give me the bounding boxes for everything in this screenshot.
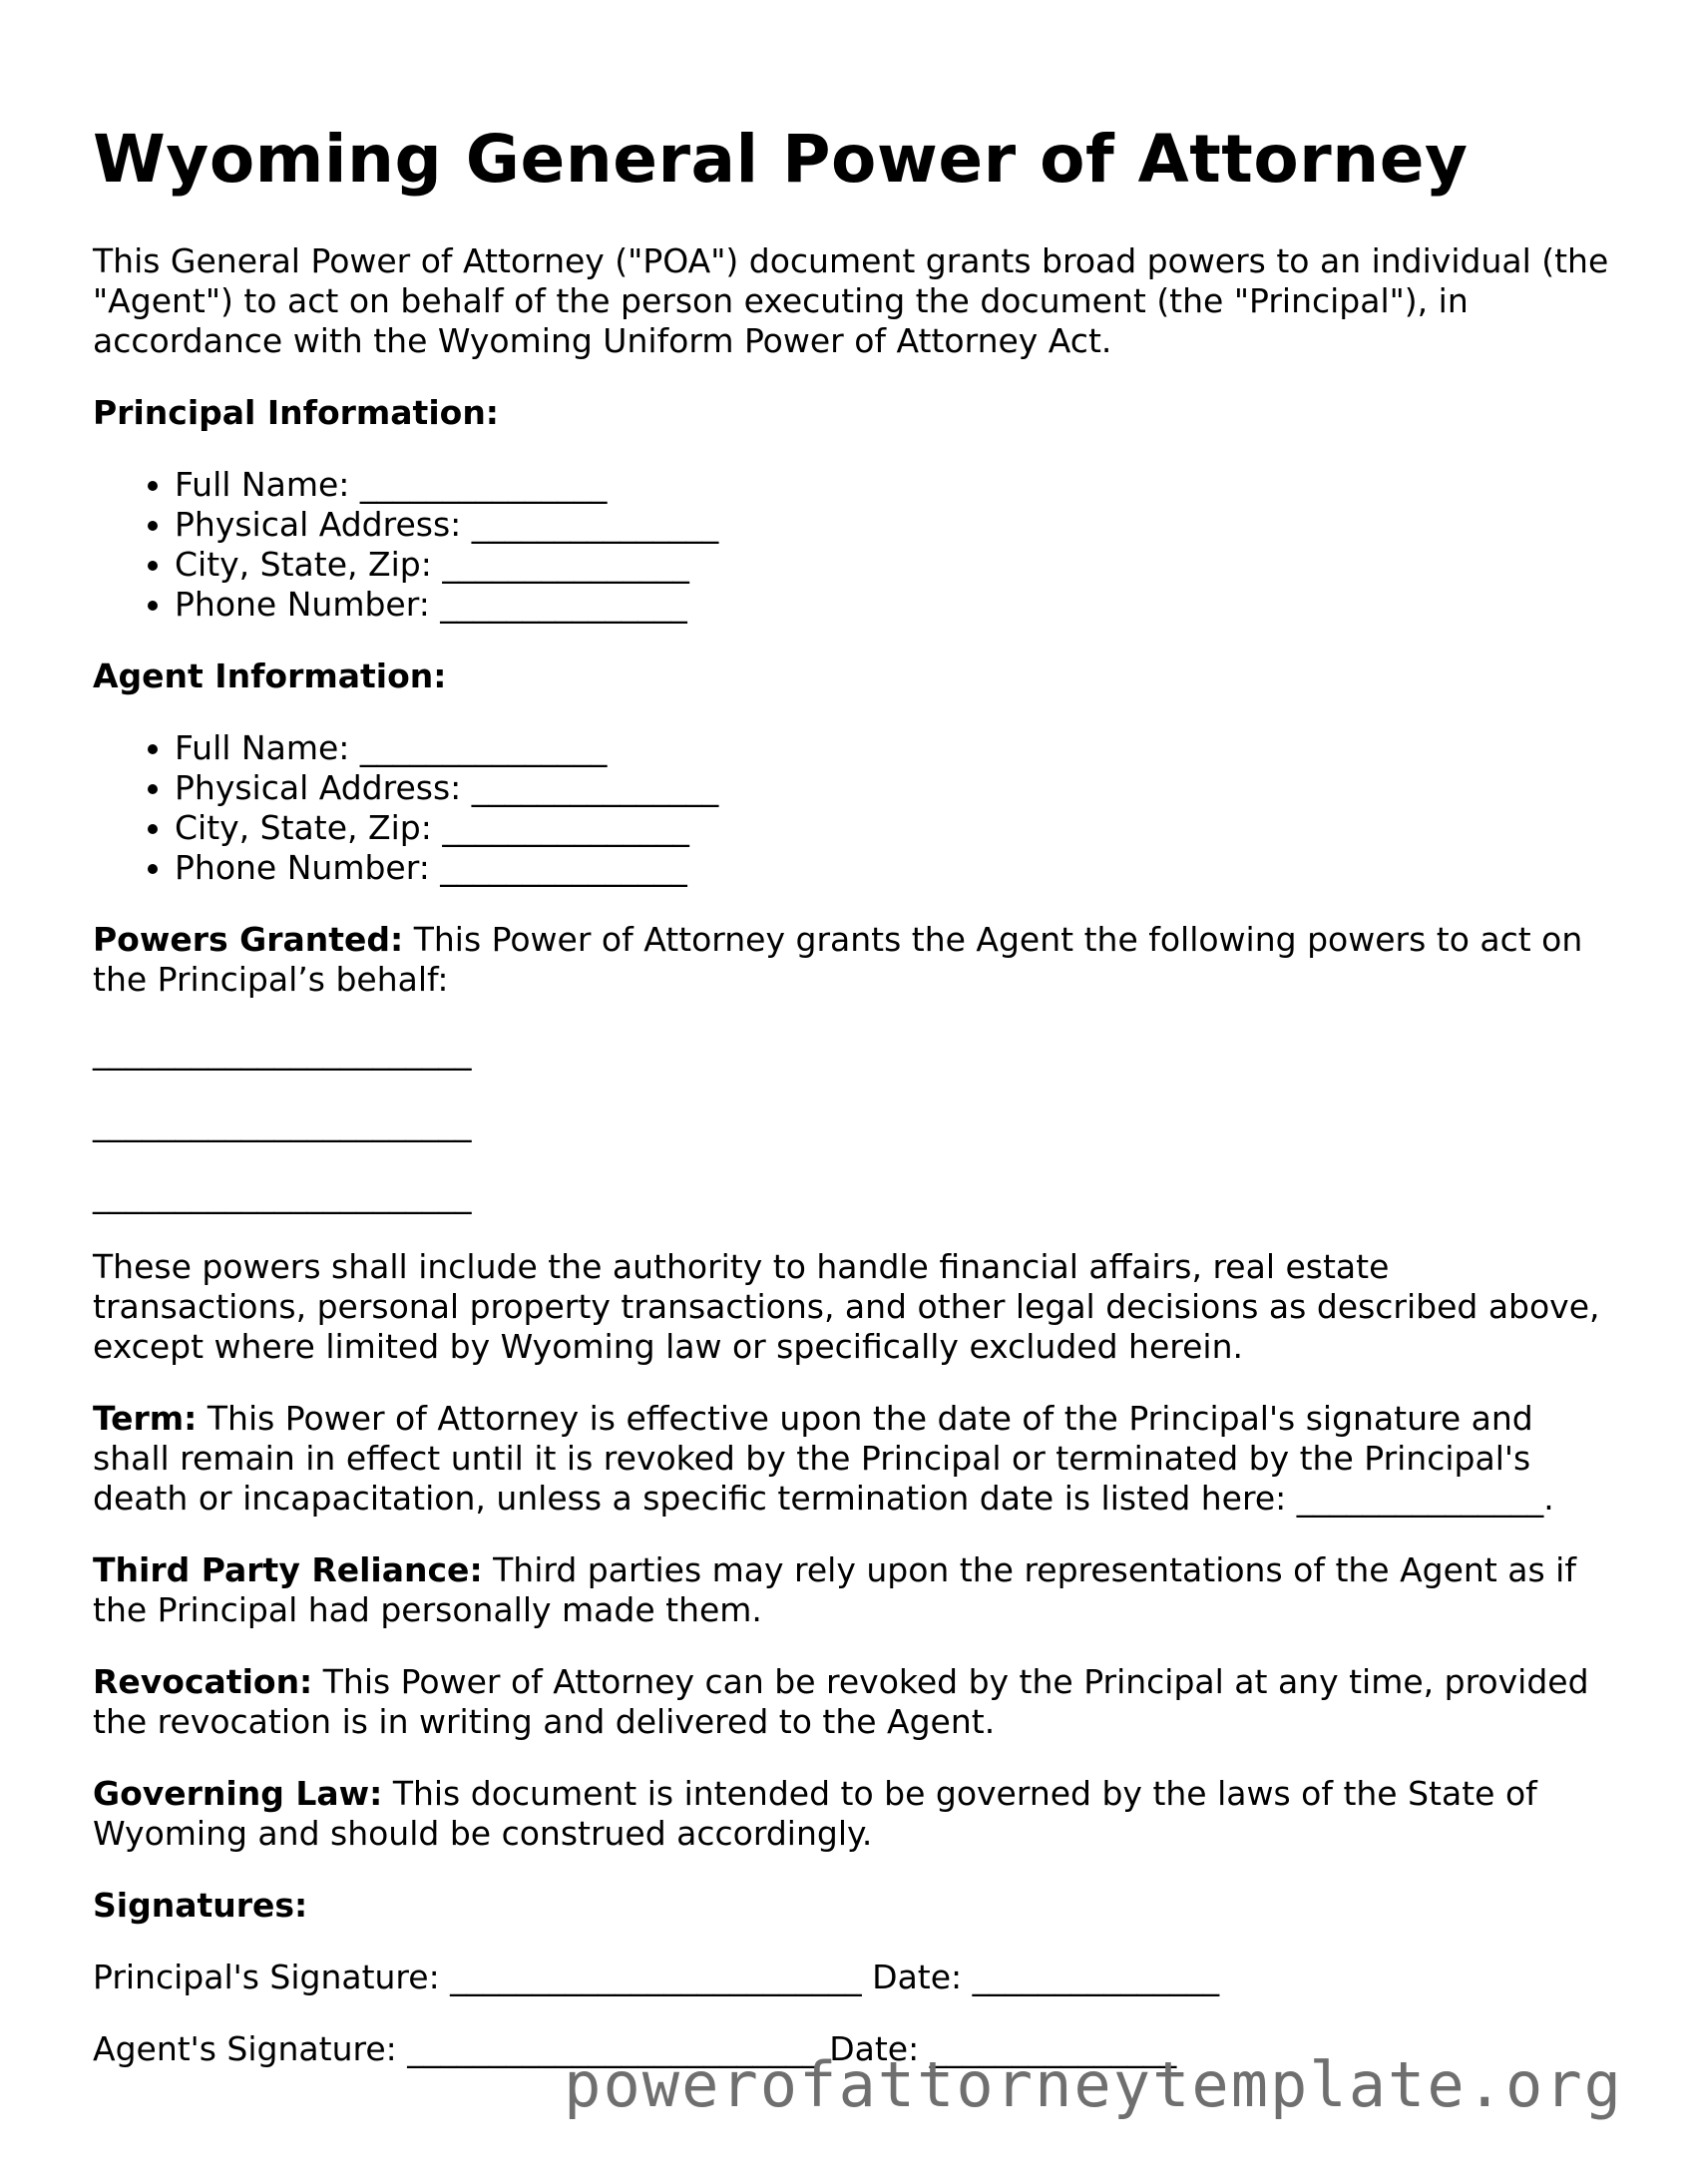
agent-city-state-zip-field: • City, State, Zip: _______________: [175, 808, 1609, 848]
agent-information-heading: Agent Information:: [93, 656, 447, 695]
revocation-paragraph: [93, 1662, 1609, 1742]
document-title: Wyoming General Power of Attorney: [93, 121, 1469, 198]
power-blank-line: _______________________: [93, 1175, 472, 1214]
principal-address-field: • Physical Address: _______________: [175, 505, 1609, 545]
third-party-reliance-text: Third parties may rely upon the representations of the Agent as if the Principal had personally made them.: [93, 1550, 1576, 1629]
revocation-text: This Power of Attorney can be revoked by the Principal at any time, provided the revocation is in writing and delivered to the Agent.: [93, 1662, 1589, 1741]
agent-phone-field: • Phone Number: _______________: [175, 848, 1609, 888]
powers-blank-lines: [93, 1032, 1609, 1215]
signatures-heading: Signatures:: [93, 1886, 308, 1925]
revocation-heading: Revocation:: [93, 1662, 313, 1701]
governing-law-paragraph: [93, 1774, 1609, 1854]
powers-granted-paragraph: [93, 920, 1609, 1000]
document-page: [93, 120, 1609, 2069]
principal-information-heading: Principal Information:: [93, 393, 500, 432]
principal-fields-list: [93, 465, 1609, 625]
powers-granted-text: This Power of Attorney grants the Agent the following powers to act on the Principal’s behalf:: [93, 920, 1583, 999]
term-heading: Term:: [93, 1399, 198, 1438]
principal-full-name-field: • Full Name: _______________: [175, 465, 1609, 505]
third-party-reliance-paragraph: [93, 1550, 1609, 1630]
agent-fields-list: [93, 728, 1609, 888]
power-blank-line: _______________________: [93, 1103, 472, 1142]
governing-law-heading: Governing Law:: [93, 1774, 383, 1813]
powers-granted-heading: Powers Granted:: [93, 920, 404, 959]
power-blank-line: _______________________: [93, 1032, 472, 1071]
term-paragraph: [93, 1399, 1609, 1519]
principal-city-state-zip-field: • City, State, Zip: _______________: [175, 545, 1609, 585]
principal-phone-field: • Phone Number: _______________: [175, 585, 1609, 625]
agent-full-name-field: • Full Name: _______________: [175, 728, 1609, 768]
term-text: This Power of Attorney is effective upon the date of the Principal's signature and shall remain in effect until it is revoked by the Principal or terminated by the Principal's death or incapacitation, unless a specific termination date is listed here: _______________.: [93, 1399, 1554, 1518]
intro-paragraph: This General Power of Attorney ("POA") document grants broad powers to an individual (the "Agent") to act on behalf of the person executing the document (the "Principal"), in accordance with the Wyoming Uniform Power of Attorney Act.: [93, 241, 1609, 360]
principal-signature-line: Principal's Signature: _________________________ Date: _______________: [93, 1958, 1220, 1996]
agent-address-field: • Physical Address: _______________: [175, 768, 1609, 808]
governing-law-text: This document is intended to be governed by the laws of the State of Wyoming and should be construed accordingly.: [93, 1774, 1537, 1853]
agent-signature-line: Agent's Signature: _________________________ Date: _______________: [93, 2029, 1177, 2068]
third-party-reliance-heading: Third Party Reliance:: [93, 1550, 483, 1589]
powers-scope-paragraph: These powers shall include the authority to handle financial affairs, real estate transactions, personal property transactions, and other legal decisions as described above, except where limited by Wyoming law or specifically excluded herein.: [93, 1247, 1600, 1366]
website-watermark: powerofattorneytemplate.org: [564, 2048, 1623, 2121]
